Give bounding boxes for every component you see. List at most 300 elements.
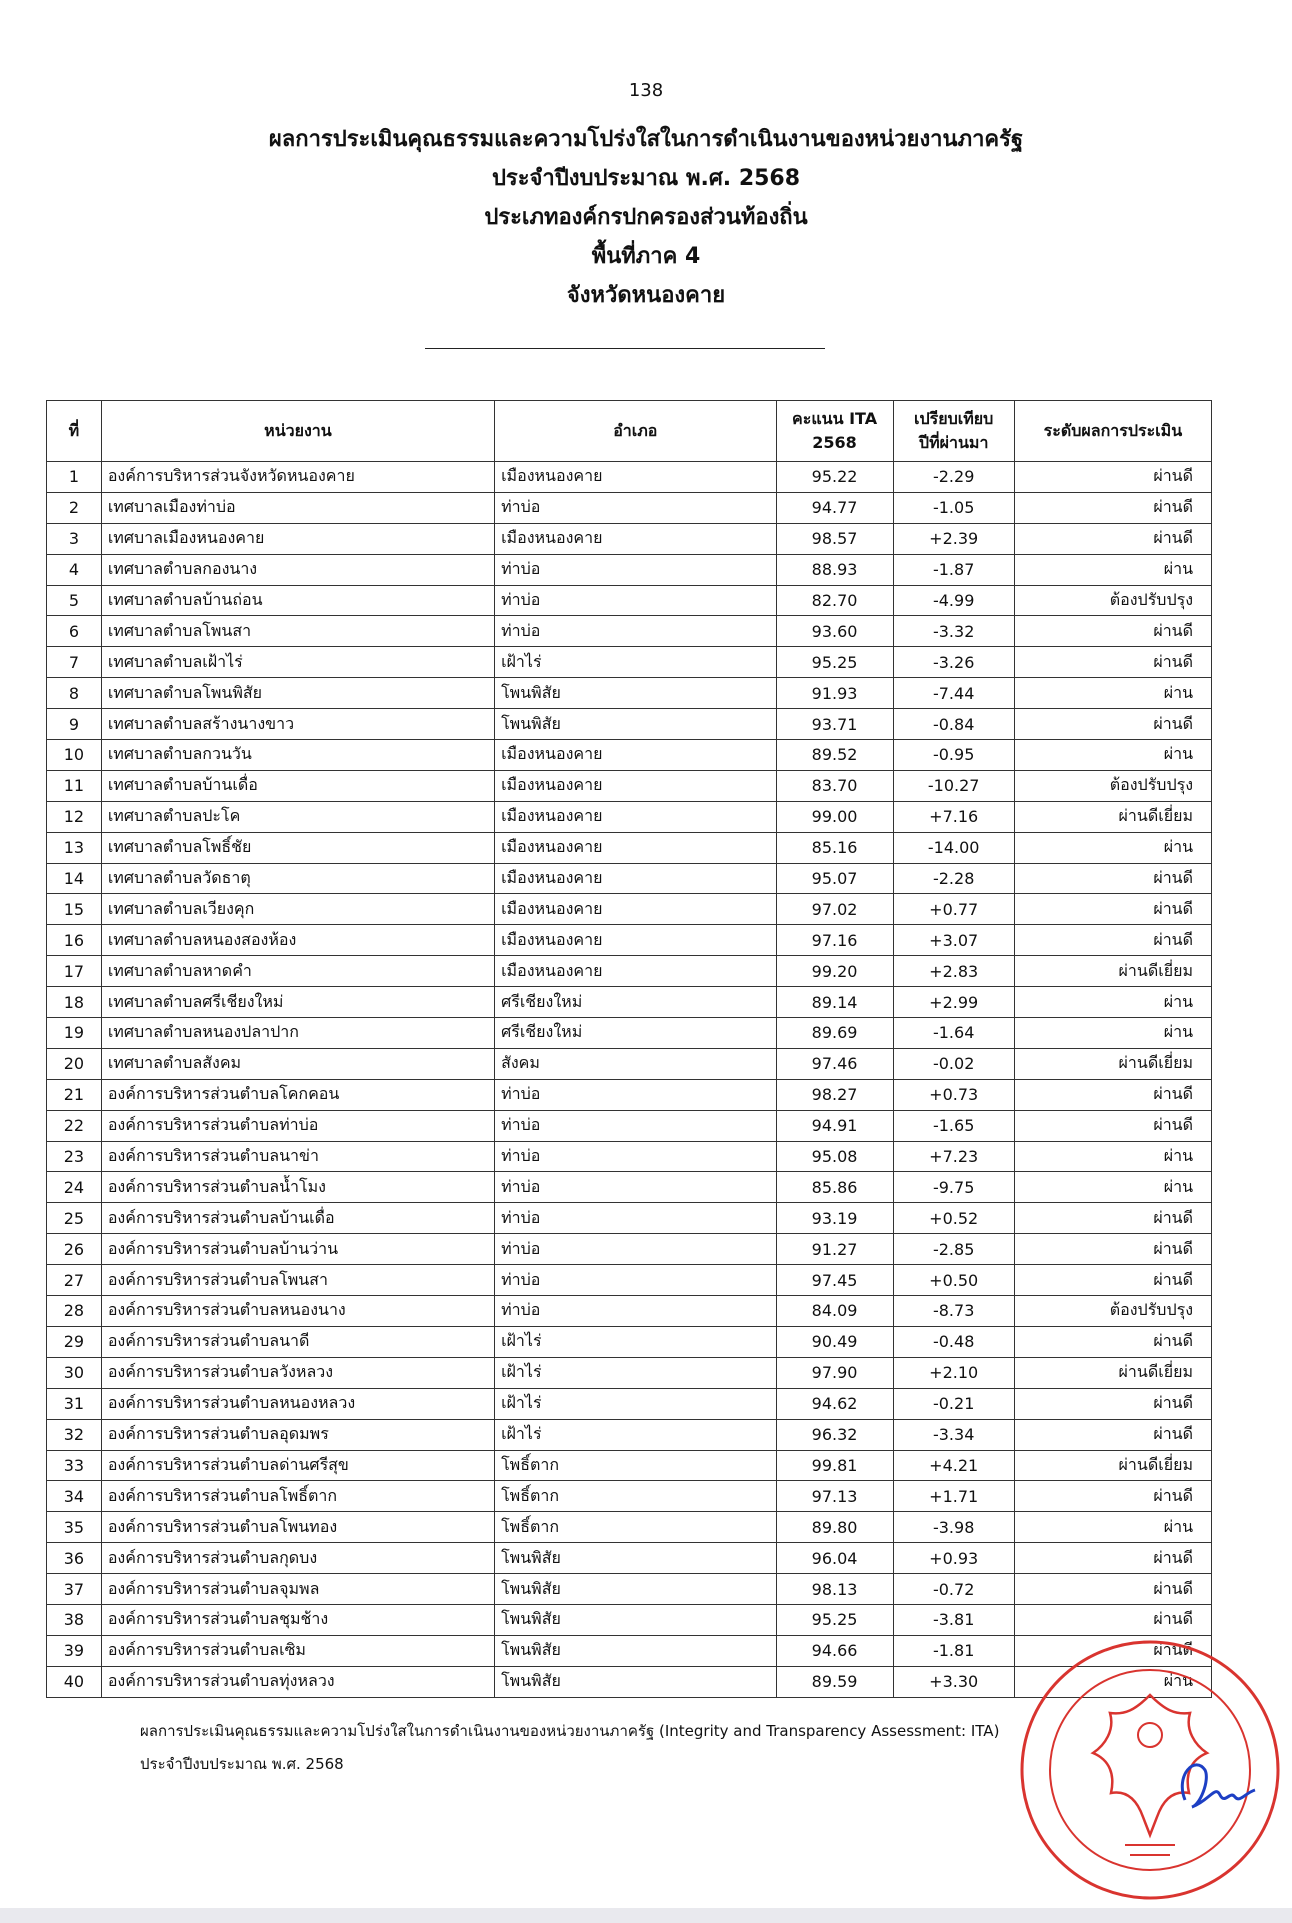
table-row	[47, 1604, 1212, 1635]
cell-score: 91.93	[776, 678, 893, 709]
cell-no: 28	[47, 1296, 102, 1327]
table-row	[47, 1018, 1212, 1049]
table-row	[47, 1543, 1212, 1574]
page-number: 138	[628, 80, 664, 101]
cell-score: 94.77	[776, 492, 893, 523]
cell-compare: -2.29	[893, 462, 1014, 493]
cell-compare: -0.95	[893, 740, 1014, 771]
title-line-3: ประเภทองค์กรปกครองส่วนท้องถิ่น	[484, 205, 808, 230]
cell-agency: เทศบาลตำบลปะโค	[101, 801, 494, 832]
cell-agency: องค์การบริหารส่วนตำบลโพนสา	[101, 1265, 494, 1296]
cell-level: ผ่านดี	[1014, 523, 1211, 554]
cell-compare: +2.10	[893, 1357, 1014, 1388]
cell-compare: -3.32	[893, 616, 1014, 647]
cell-level: ผ่านดี	[1014, 1110, 1211, 1141]
title-line-5: จังหวัดหนองคาย	[566, 283, 726, 308]
cell-no: 11	[47, 770, 102, 801]
cell-compare: +0.77	[893, 894, 1014, 925]
cell-district: เมืองหนองคาย	[495, 894, 776, 925]
cell-level: ต้องปรับปรุง	[1014, 585, 1211, 616]
cell-no: 36	[47, 1543, 102, 1574]
cell-score: 93.71	[776, 709, 893, 740]
cell-agency: เทศบาลตำบลสร้างนางขาว	[101, 709, 494, 740]
title-line-4: พื้นที่ภาค 4	[591, 244, 701, 269]
cell-score: 82.70	[776, 585, 893, 616]
cell-agency: เทศบาลตำบลโพนพิสัย	[101, 678, 494, 709]
cell-no: 2	[47, 492, 102, 523]
cell-agency: องค์การบริหารส่วนตำบลทุ่งหลวง	[101, 1666, 494, 1697]
cell-compare: +4.21	[893, 1450, 1014, 1481]
cell-no: 9	[47, 709, 102, 740]
cell-level: ผ่าน	[1014, 987, 1211, 1018]
handwritten-signature	[1170, 1745, 1260, 1825]
cell-compare: -0.21	[893, 1388, 1014, 1419]
cell-level: ผ่าน	[1014, 832, 1211, 863]
cell-no: 15	[47, 894, 102, 925]
cell-level: ผ่านดี	[1014, 1419, 1211, 1450]
cell-level: ผ่านดี	[1014, 1265, 1211, 1296]
table-row	[47, 894, 1212, 925]
cell-district: ท่าบ่อ	[495, 554, 776, 585]
cell-district: โพนพิสัย	[495, 678, 776, 709]
table-row	[47, 770, 1212, 801]
table-row	[47, 585, 1212, 616]
cell-no: 24	[47, 1172, 102, 1203]
cell-district: โพนพิสัย	[495, 709, 776, 740]
table-row	[47, 1110, 1212, 1141]
cell-level: ผ่าน	[1014, 1666, 1211, 1697]
cell-agency: องค์การบริหารส่วนตำบลบ้านว่าน	[101, 1234, 494, 1265]
cell-compare: -0.48	[893, 1326, 1014, 1357]
header-no: ที่	[47, 401, 102, 462]
table-row	[47, 1419, 1212, 1450]
cell-score: 96.32	[776, 1419, 893, 1450]
cell-score: 89.69	[776, 1018, 893, 1049]
cell-compare: +0.73	[893, 1079, 1014, 1110]
cell-score: 90.49	[776, 1326, 893, 1357]
cell-level: ผ่านดี	[1014, 1604, 1211, 1635]
cell-level: ผ่านดี	[1014, 863, 1211, 894]
cell-no: 22	[47, 1110, 102, 1141]
table-row	[47, 1635, 1212, 1666]
cell-level: ผ่าน	[1014, 678, 1211, 709]
cell-agency: องค์การบริหารส่วนตำบลน้ำโมง	[101, 1172, 494, 1203]
cell-score: 99.81	[776, 1450, 893, 1481]
table-row	[47, 1079, 1212, 1110]
cell-agency: เทศบาลตำบลหนองปลาปาก	[101, 1018, 494, 1049]
cell-level: ต้องปรับปรุง	[1014, 770, 1211, 801]
cell-score: 98.27	[776, 1079, 893, 1110]
cell-agency: องค์การบริหารส่วนตำบลโพธิ์ตาก	[101, 1481, 494, 1512]
table-row	[47, 709, 1212, 740]
cell-agency: เทศบาลตำบลกองนาง	[101, 554, 494, 585]
cell-compare: -1.65	[893, 1110, 1014, 1141]
cell-agency: เทศบาลตำบลเวียงคุก	[101, 894, 494, 925]
cell-compare: +0.50	[893, 1265, 1014, 1296]
cell-score: 98.57	[776, 523, 893, 554]
cell-compare: +2.39	[893, 523, 1014, 554]
cell-agency: เทศบาลตำบลโพนสา	[101, 616, 494, 647]
table-row	[47, 1574, 1212, 1605]
cell-score: 97.02	[776, 894, 893, 925]
table-row	[47, 740, 1212, 771]
cell-agency: เทศบาลตำบลหาดคำ	[101, 956, 494, 987]
cell-district: โพธิ์ตาก	[495, 1481, 776, 1512]
table-row	[47, 1141, 1212, 1172]
cell-no: 29	[47, 1326, 102, 1357]
cell-district: เมืองหนองคาย	[495, 523, 776, 554]
cell-no: 33	[47, 1450, 102, 1481]
cell-agency: เทศบาลเมืองท่าบ่อ	[101, 492, 494, 523]
cell-no: 21	[47, 1079, 102, 1110]
cell-score: 91.27	[776, 1234, 893, 1265]
cell-district: เมืองหนองคาย	[495, 801, 776, 832]
cell-score: 89.59	[776, 1666, 893, 1697]
table-row	[47, 925, 1212, 956]
cell-no: 38	[47, 1604, 102, 1635]
header-score-line-1: คะแนน ITA	[792, 409, 878, 428]
cell-level: ผ่าน	[1014, 1018, 1211, 1049]
cell-no: 30	[47, 1357, 102, 1388]
cell-compare: +0.93	[893, 1543, 1014, 1574]
cell-compare: +2.83	[893, 956, 1014, 987]
table-row	[47, 832, 1212, 863]
cell-level: ผ่านดี	[1014, 1481, 1211, 1512]
cell-agency: เทศบาลเมืองหนองคาย	[101, 523, 494, 554]
cell-no: 39	[47, 1635, 102, 1666]
cell-score: 94.66	[776, 1635, 893, 1666]
table-row	[47, 678, 1212, 709]
table-row	[47, 523, 1212, 554]
cell-agency: เทศบาลตำบลหนองสองห้อง	[101, 925, 494, 956]
cell-compare: -0.72	[893, 1574, 1014, 1605]
cell-no: 17	[47, 956, 102, 987]
cell-no: 7	[47, 647, 102, 678]
cell-no: 10	[47, 740, 102, 771]
cell-agency: องค์การบริหารส่วนตำบลท่าบ่อ	[101, 1110, 494, 1141]
cell-level: ผ่าน	[1014, 740, 1211, 771]
table-row	[47, 863, 1212, 894]
cell-no: 27	[47, 1265, 102, 1296]
cell-agency: องค์การบริหารส่วนตำบลหนองนาง	[101, 1296, 494, 1327]
cell-level: ผ่านดี	[1014, 1543, 1211, 1574]
cell-no: 3	[47, 523, 102, 554]
cell-compare: -14.00	[893, 832, 1014, 863]
cell-score: 95.25	[776, 647, 893, 678]
cell-no: 37	[47, 1574, 102, 1605]
cell-compare: +3.07	[893, 925, 1014, 956]
cell-score: 85.16	[776, 832, 893, 863]
cell-score: 95.22	[776, 462, 893, 493]
cell-compare: -0.84	[893, 709, 1014, 740]
cell-level: ผ่านดี	[1014, 1234, 1211, 1265]
cell-agency: องค์การบริหารส่วนจังหวัดหนองคาย	[101, 462, 494, 493]
title-line-2: ประจำปีงบประมาณ พ.ศ. 2568	[491, 166, 801, 191]
header-level: ระดับผลการประเมิน	[1014, 401, 1211, 462]
cell-level: ผ่าน	[1014, 1512, 1211, 1543]
cell-agency: องค์การบริหารส่วนตำบลนาข่า	[101, 1141, 494, 1172]
cell-level: ผ่านดีเยี่ยม	[1014, 1450, 1211, 1481]
cell-district: เฝ้าไร่	[495, 1419, 776, 1450]
cell-compare: +1.71	[893, 1481, 1014, 1512]
cell-agency: องค์การบริหารส่วนตำบลโพนทอง	[101, 1512, 494, 1543]
table-row	[47, 1234, 1212, 1265]
cell-district: เมืองหนองคาย	[495, 925, 776, 956]
cell-compare: -9.75	[893, 1172, 1014, 1203]
header-compare	[893, 401, 1014, 462]
cell-no: 19	[47, 1018, 102, 1049]
document-title-block	[0, 120, 1292, 315]
footnote-line-2: ประจำปีงบประมาณ พ.ศ. 2568	[140, 1755, 344, 1773]
table-row	[47, 1172, 1212, 1203]
cell-agency: องค์การบริหารส่วนตำบลอุดมพร	[101, 1419, 494, 1450]
cell-score: 97.90	[776, 1357, 893, 1388]
cell-district: เมืองหนองคาย	[495, 740, 776, 771]
cell-compare: -0.02	[893, 1048, 1014, 1079]
cell-agency: เทศบาลตำบลโพธิ์ชัย	[101, 832, 494, 863]
cell-compare: -3.98	[893, 1512, 1014, 1543]
cell-level: ผ่านดีเยี่ยม	[1014, 801, 1211, 832]
table-header-row	[47, 401, 1212, 462]
cell-compare: +3.30	[893, 1666, 1014, 1697]
cell-score: 97.46	[776, 1048, 893, 1079]
cell-district: ท่าบ่อ	[495, 1110, 776, 1141]
cell-score: 89.80	[776, 1512, 893, 1543]
cell-level: ผ่านดี	[1014, 1203, 1211, 1234]
table-row	[47, 987, 1212, 1018]
cell-agency: องค์การบริหารส่วนตำบลโคกคอน	[101, 1079, 494, 1110]
table-row	[47, 554, 1212, 585]
cell-compare: -8.73	[893, 1296, 1014, 1327]
cell-compare: +2.99	[893, 987, 1014, 1018]
cell-level: ผ่านดี	[1014, 647, 1211, 678]
cell-district: โพนพิสัย	[495, 1574, 776, 1605]
cell-score: 97.16	[776, 925, 893, 956]
header-score-line-2: 2568	[812, 433, 857, 452]
table-row	[47, 1388, 1212, 1419]
cell-no: 8	[47, 678, 102, 709]
cell-agency: เทศบาลตำบลเฝ้าไร่	[101, 647, 494, 678]
cell-district: ท่าบ่อ	[495, 1296, 776, 1327]
table-row	[47, 462, 1212, 493]
cell-no: 32	[47, 1419, 102, 1450]
cell-score: 94.91	[776, 1110, 893, 1141]
cell-score: 89.14	[776, 987, 893, 1018]
cell-level: ผ่านดีเยี่ยม	[1014, 956, 1211, 987]
cell-district: ศรีเชียงใหม่	[495, 987, 776, 1018]
cell-level: ผ่านดี	[1014, 1635, 1211, 1666]
cell-agency: เทศบาลตำบลสังคม	[101, 1048, 494, 1079]
table-row	[47, 1666, 1212, 1697]
cell-agency: เทศบาลตำบลบ้านเดื่อ	[101, 770, 494, 801]
cell-agency: เทศบาลตำบลกวนวัน	[101, 740, 494, 771]
header-score	[776, 401, 893, 462]
cell-agency: องค์การบริหารส่วนตำบลวังหลวง	[101, 1357, 494, 1388]
cell-level: ผ่านดี	[1014, 1326, 1211, 1357]
cell-compare: -1.05	[893, 492, 1014, 523]
table-row	[47, 616, 1212, 647]
cell-no: 20	[47, 1048, 102, 1079]
cell-compare: -3.26	[893, 647, 1014, 678]
footnote-line-1: ผลการประเมินคุณธรรมและความโปร่งใสในการดำเนินงานของหน่วยงานภาครัฐ (Integrity and Transparency Assessment: ITA)	[140, 1722, 1000, 1740]
table-row	[47, 647, 1212, 678]
cell-agency: องค์การบริหารส่วนตำบลด่านศรีสุข	[101, 1450, 494, 1481]
cell-district: เฝ้าไร่	[495, 1326, 776, 1357]
table-row	[47, 1450, 1212, 1481]
cell-level: ผ่าน	[1014, 554, 1211, 585]
cell-no: 6	[47, 616, 102, 647]
cell-score: 85.86	[776, 1172, 893, 1203]
cell-district: ท่าบ่อ	[495, 1265, 776, 1296]
cell-score: 95.07	[776, 863, 893, 894]
title-divider	[425, 348, 825, 349]
cell-level: ผ่านดี	[1014, 709, 1211, 740]
cell-agency: องค์การบริหารส่วนตำบลนาดี	[101, 1326, 494, 1357]
cell-district: เมืองหนองคาย	[495, 956, 776, 987]
cell-no: 18	[47, 987, 102, 1018]
cell-district: โพนพิสัย	[495, 1666, 776, 1697]
cell-level: ผ่านดี	[1014, 492, 1211, 523]
cell-district: ท่าบ่อ	[495, 616, 776, 647]
cell-score: 97.13	[776, 1481, 893, 1512]
cell-score: 99.20	[776, 956, 893, 987]
header-compare-line-1: เปรียบเทียบ	[914, 409, 994, 428]
cell-agency: เทศบาลตำบลวัดธาตุ	[101, 863, 494, 894]
cell-compare: -7.44	[893, 678, 1014, 709]
cell-district: ท่าบ่อ	[495, 1234, 776, 1265]
cell-district: เฝ้าไร่	[495, 647, 776, 678]
cell-agency: องค์การบริหารส่วนตำบลหนองหลวง	[101, 1388, 494, 1419]
cell-level: ผ่าน	[1014, 1172, 1211, 1203]
cell-compare: -3.81	[893, 1604, 1014, 1635]
cell-no: 4	[47, 554, 102, 585]
table-row	[47, 801, 1212, 832]
cell-compare: -3.34	[893, 1419, 1014, 1450]
cell-no: 31	[47, 1388, 102, 1419]
cell-no: 5	[47, 585, 102, 616]
cell-district: สังคม	[495, 1048, 776, 1079]
cell-agency: องค์การบริหารส่วนตำบลจุมพล	[101, 1574, 494, 1605]
page-bottom-edge	[0, 1908, 1292, 1923]
cell-district: เมืองหนองคาย	[495, 832, 776, 863]
table-row	[47, 1481, 1212, 1512]
cell-no: 40	[47, 1666, 102, 1697]
table-body	[47, 462, 1212, 1698]
cell-district: ท่าบ่อ	[495, 492, 776, 523]
cell-score: 83.70	[776, 770, 893, 801]
cell-score: 88.93	[776, 554, 893, 585]
cell-no: 34	[47, 1481, 102, 1512]
cell-score: 94.62	[776, 1388, 893, 1419]
cell-compare: +0.52	[893, 1203, 1014, 1234]
cell-level: ผ่านดี	[1014, 1574, 1211, 1605]
cell-no: 1	[47, 462, 102, 493]
table-row	[47, 1326, 1212, 1357]
cell-district: ท่าบ่อ	[495, 585, 776, 616]
cell-compare: -1.81	[893, 1635, 1014, 1666]
cell-level: ผ่านดี	[1014, 925, 1211, 956]
cell-agency: องค์การบริหารส่วนตำบลบ้านเดื่อ	[101, 1203, 494, 1234]
ita-results-table	[46, 400, 1212, 1698]
cell-score: 93.19	[776, 1203, 893, 1234]
header-compare-line-2: ปีที่ผ่านมา	[918, 433, 989, 452]
cell-no: 25	[47, 1203, 102, 1234]
cell-compare: -2.28	[893, 863, 1014, 894]
table-row	[47, 1265, 1212, 1296]
cell-no: 16	[47, 925, 102, 956]
cell-no: 23	[47, 1141, 102, 1172]
cell-compare: -1.64	[893, 1018, 1014, 1049]
cell-agency: เทศบาลตำบลศรีเชียงใหม่	[101, 987, 494, 1018]
cell-district: โพนพิสัย	[495, 1604, 776, 1635]
cell-compare: +7.23	[893, 1141, 1014, 1172]
cell-district: โพนพิสัย	[495, 1635, 776, 1666]
footnote	[140, 1715, 999, 1781]
cell-agency: องค์การบริหารส่วนตำบลกุดบง	[101, 1543, 494, 1574]
cell-level: ผ่านดี	[1014, 894, 1211, 925]
cell-district: ท่าบ่อ	[495, 1079, 776, 1110]
cell-no: 14	[47, 863, 102, 894]
cell-level: ผ่าน	[1014, 1141, 1211, 1172]
cell-district: ท่าบ่อ	[495, 1141, 776, 1172]
cell-score: 89.52	[776, 740, 893, 771]
cell-no: 35	[47, 1512, 102, 1543]
table-row	[47, 1357, 1212, 1388]
cell-score: 93.60	[776, 616, 893, 647]
cell-agency: เทศบาลตำบลบ้านถ่อน	[101, 585, 494, 616]
table-row	[47, 1296, 1212, 1327]
cell-level: ผ่านดีเยี่ยม	[1014, 1048, 1211, 1079]
cell-district: เมืองหนองคาย	[495, 863, 776, 894]
cell-level: ผ่านดี	[1014, 616, 1211, 647]
cell-district: เฝ้าไร่	[495, 1357, 776, 1388]
cell-level: ผ่านดี	[1014, 462, 1211, 493]
cell-score: 95.08	[776, 1141, 893, 1172]
cell-compare: -4.99	[893, 585, 1014, 616]
cell-score: 98.13	[776, 1574, 893, 1605]
cell-no: 26	[47, 1234, 102, 1265]
table-row	[47, 1203, 1212, 1234]
table-row	[47, 956, 1212, 987]
cell-district: ท่าบ่อ	[495, 1203, 776, 1234]
cell-score: 95.25	[776, 1604, 893, 1635]
cell-agency: องค์การบริหารส่วนตำบลชุมช้าง	[101, 1604, 494, 1635]
cell-level: ผ่านดี	[1014, 1388, 1211, 1419]
header-district: อำเภอ	[495, 401, 776, 462]
cell-compare: -10.27	[893, 770, 1014, 801]
cell-district: ศรีเชียงใหม่	[495, 1018, 776, 1049]
cell-district: ท่าบ่อ	[495, 1172, 776, 1203]
title-line-1: ผลการประเมินคุณธรรมและความโปร่งใสในการดำเนินงานของหน่วยงานภาครัฐ	[268, 127, 1024, 152]
cell-district: เฝ้าไร่	[495, 1388, 776, 1419]
table-row	[47, 492, 1212, 523]
cell-score: 97.45	[776, 1265, 893, 1296]
cell-district: เมืองหนองคาย	[495, 770, 776, 801]
cell-compare: -2.85	[893, 1234, 1014, 1265]
table-row	[47, 1512, 1212, 1543]
cell-level: ต้องปรับปรุง	[1014, 1296, 1211, 1327]
cell-score: 84.09	[776, 1296, 893, 1327]
cell-no: 12	[47, 801, 102, 832]
cell-district: โพธิ์ตาก	[495, 1450, 776, 1481]
cell-score: 96.04	[776, 1543, 893, 1574]
cell-district: โพธิ์ตาก	[495, 1512, 776, 1543]
cell-score: 99.00	[776, 801, 893, 832]
cell-no: 13	[47, 832, 102, 863]
cell-district: โพนพิสัย	[495, 1543, 776, 1574]
cell-compare: +7.16	[893, 801, 1014, 832]
cell-agency: องค์การบริหารส่วนตำบลเซิม	[101, 1635, 494, 1666]
